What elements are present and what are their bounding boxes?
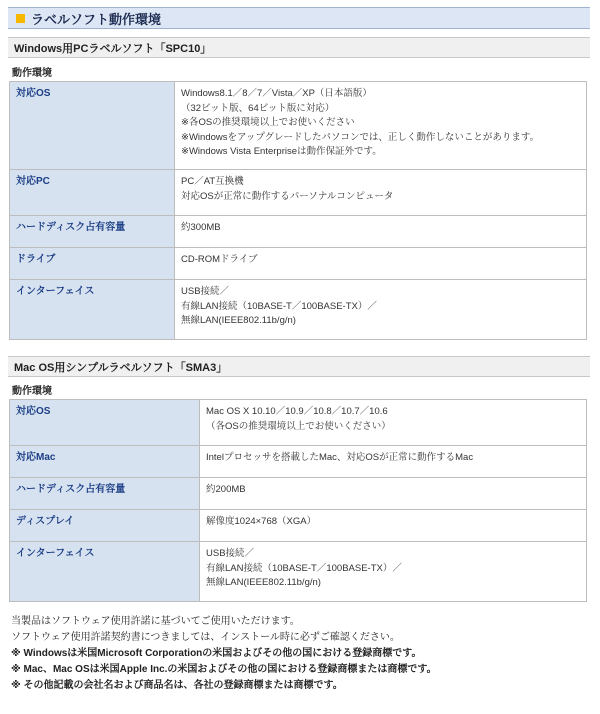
row-label: 対応OS — [10, 82, 175, 170]
notes — [11, 614, 437, 694]
value-line: ※Windows Vista Enterpriseは動作保証外です。 — [181, 146, 382, 157]
row-value — [175, 82, 587, 170]
value-line: 解像度1024×768（XGA） — [206, 516, 317, 527]
value-line: 無線LAN(IEEE802.11b/g/n) — [206, 577, 321, 588]
section-heading-mac: Mac OS用シンプルラベルソフト「SMA3」 — [8, 356, 590, 377]
title-marker-icon — [16, 14, 25, 23]
row-value — [200, 542, 587, 602]
table-row — [10, 446, 587, 478]
section-subheading-mac: 動作環境 — [12, 386, 52, 397]
value-line: ※Windowsをアップグレードしたパソコンでは、正しく動作しないことがあります。 — [181, 131, 540, 143]
row-label: 対応PC — [10, 170, 175, 216]
row-label: インターフェイス — [10, 280, 175, 340]
page-title: ラベルソフト動作環境 — [31, 11, 162, 27]
table-row — [10, 82, 587, 170]
value-line: Mac OS X 10.10／10.9／10.8／10.7／10.6 — [206, 406, 388, 417]
row-label: 対応Mac — [10, 446, 200, 478]
value-line: USB接続／ — [206, 548, 255, 559]
table-row — [10, 216, 587, 248]
table-row — [10, 170, 587, 216]
value-line: 有線LAN接続（10BASE-T／100BASE-TX）／ — [206, 562, 402, 574]
value-line: 対応OSが正常に動作するパーソナルコンピュータ — [181, 190, 394, 202]
row-value — [200, 510, 587, 542]
table-row — [10, 400, 587, 446]
row-label: ハードディスク占有容量 — [10, 216, 175, 248]
value-line: 有線LAN接続（10BASE-T／100BASE-TX）／ — [181, 300, 377, 312]
row-value — [175, 280, 587, 340]
value-line: Intelプロセッサを搭載したMac、対応OSが正常に動作するMac — [206, 452, 474, 463]
value-line: 無線LAN(IEEE802.11b/g/n) — [181, 315, 296, 326]
value-line: ※各OSの推奨環境以上でお使いください — [181, 117, 355, 128]
value-line: Windows8.1／8／7／Vista／XP（日本語版） — [181, 88, 372, 99]
row-value — [200, 446, 587, 478]
table-row — [10, 248, 587, 280]
row-value — [175, 248, 587, 280]
table-row — [10, 542, 587, 602]
row-value — [200, 400, 587, 446]
value-line: CD-ROMドライブ — [181, 254, 258, 265]
table-row — [10, 510, 587, 542]
spec-table-windows — [9, 81, 587, 340]
spec-table-mac — [9, 399, 587, 602]
value-line: （32ビット版、64ビット版に対応） — [181, 102, 335, 114]
value-line: 約200MB — [206, 484, 246, 495]
trademark-line: ※ Windowsは米国Microsoft Corporationの米国およびその他の国における登録商標です。 — [11, 648, 422, 659]
value-line: （各OSの推奨環境以上でお使いください） — [206, 420, 391, 432]
row-value — [200, 478, 587, 510]
table-row — [10, 280, 587, 340]
value-line: 約300MB — [181, 222, 221, 233]
row-label: インターフェイス — [10, 542, 200, 602]
table-row — [10, 478, 587, 510]
row-label: 対応OS — [10, 400, 200, 446]
section-heading-windows: Windows用PCラベルソフト「SPC10」 — [8, 37, 590, 58]
value-line: USB接続／ — [181, 286, 230, 297]
value-line: PC／AT互換機 — [181, 176, 244, 187]
row-value — [175, 216, 587, 248]
row-label: ドライブ — [10, 248, 175, 280]
note-line: 当製品はソフトウェア使用許諾に基づいてご使用いただけます。 — [11, 616, 300, 627]
section-subheading-windows: 動作環境 — [12, 68, 52, 79]
row-value — [175, 170, 587, 216]
trademark-line: ※ Mac、Mac OSは米国Apple Inc.の米国およびその他の国における登録商標または商標です。 — [11, 664, 437, 675]
page-title-bar — [8, 7, 590, 29]
trademark-line: ※ その他記載の会社名および商品名は、各社の登録商標または商標です。 — [11, 680, 343, 691]
note-line: ソフトウェア使用許諾契約書につきましては、インストール時に必ずご確認ください。 — [11, 632, 400, 643]
row-label: ハードディスク占有容量 — [10, 478, 200, 510]
row-label: ディスプレイ — [10, 510, 200, 542]
